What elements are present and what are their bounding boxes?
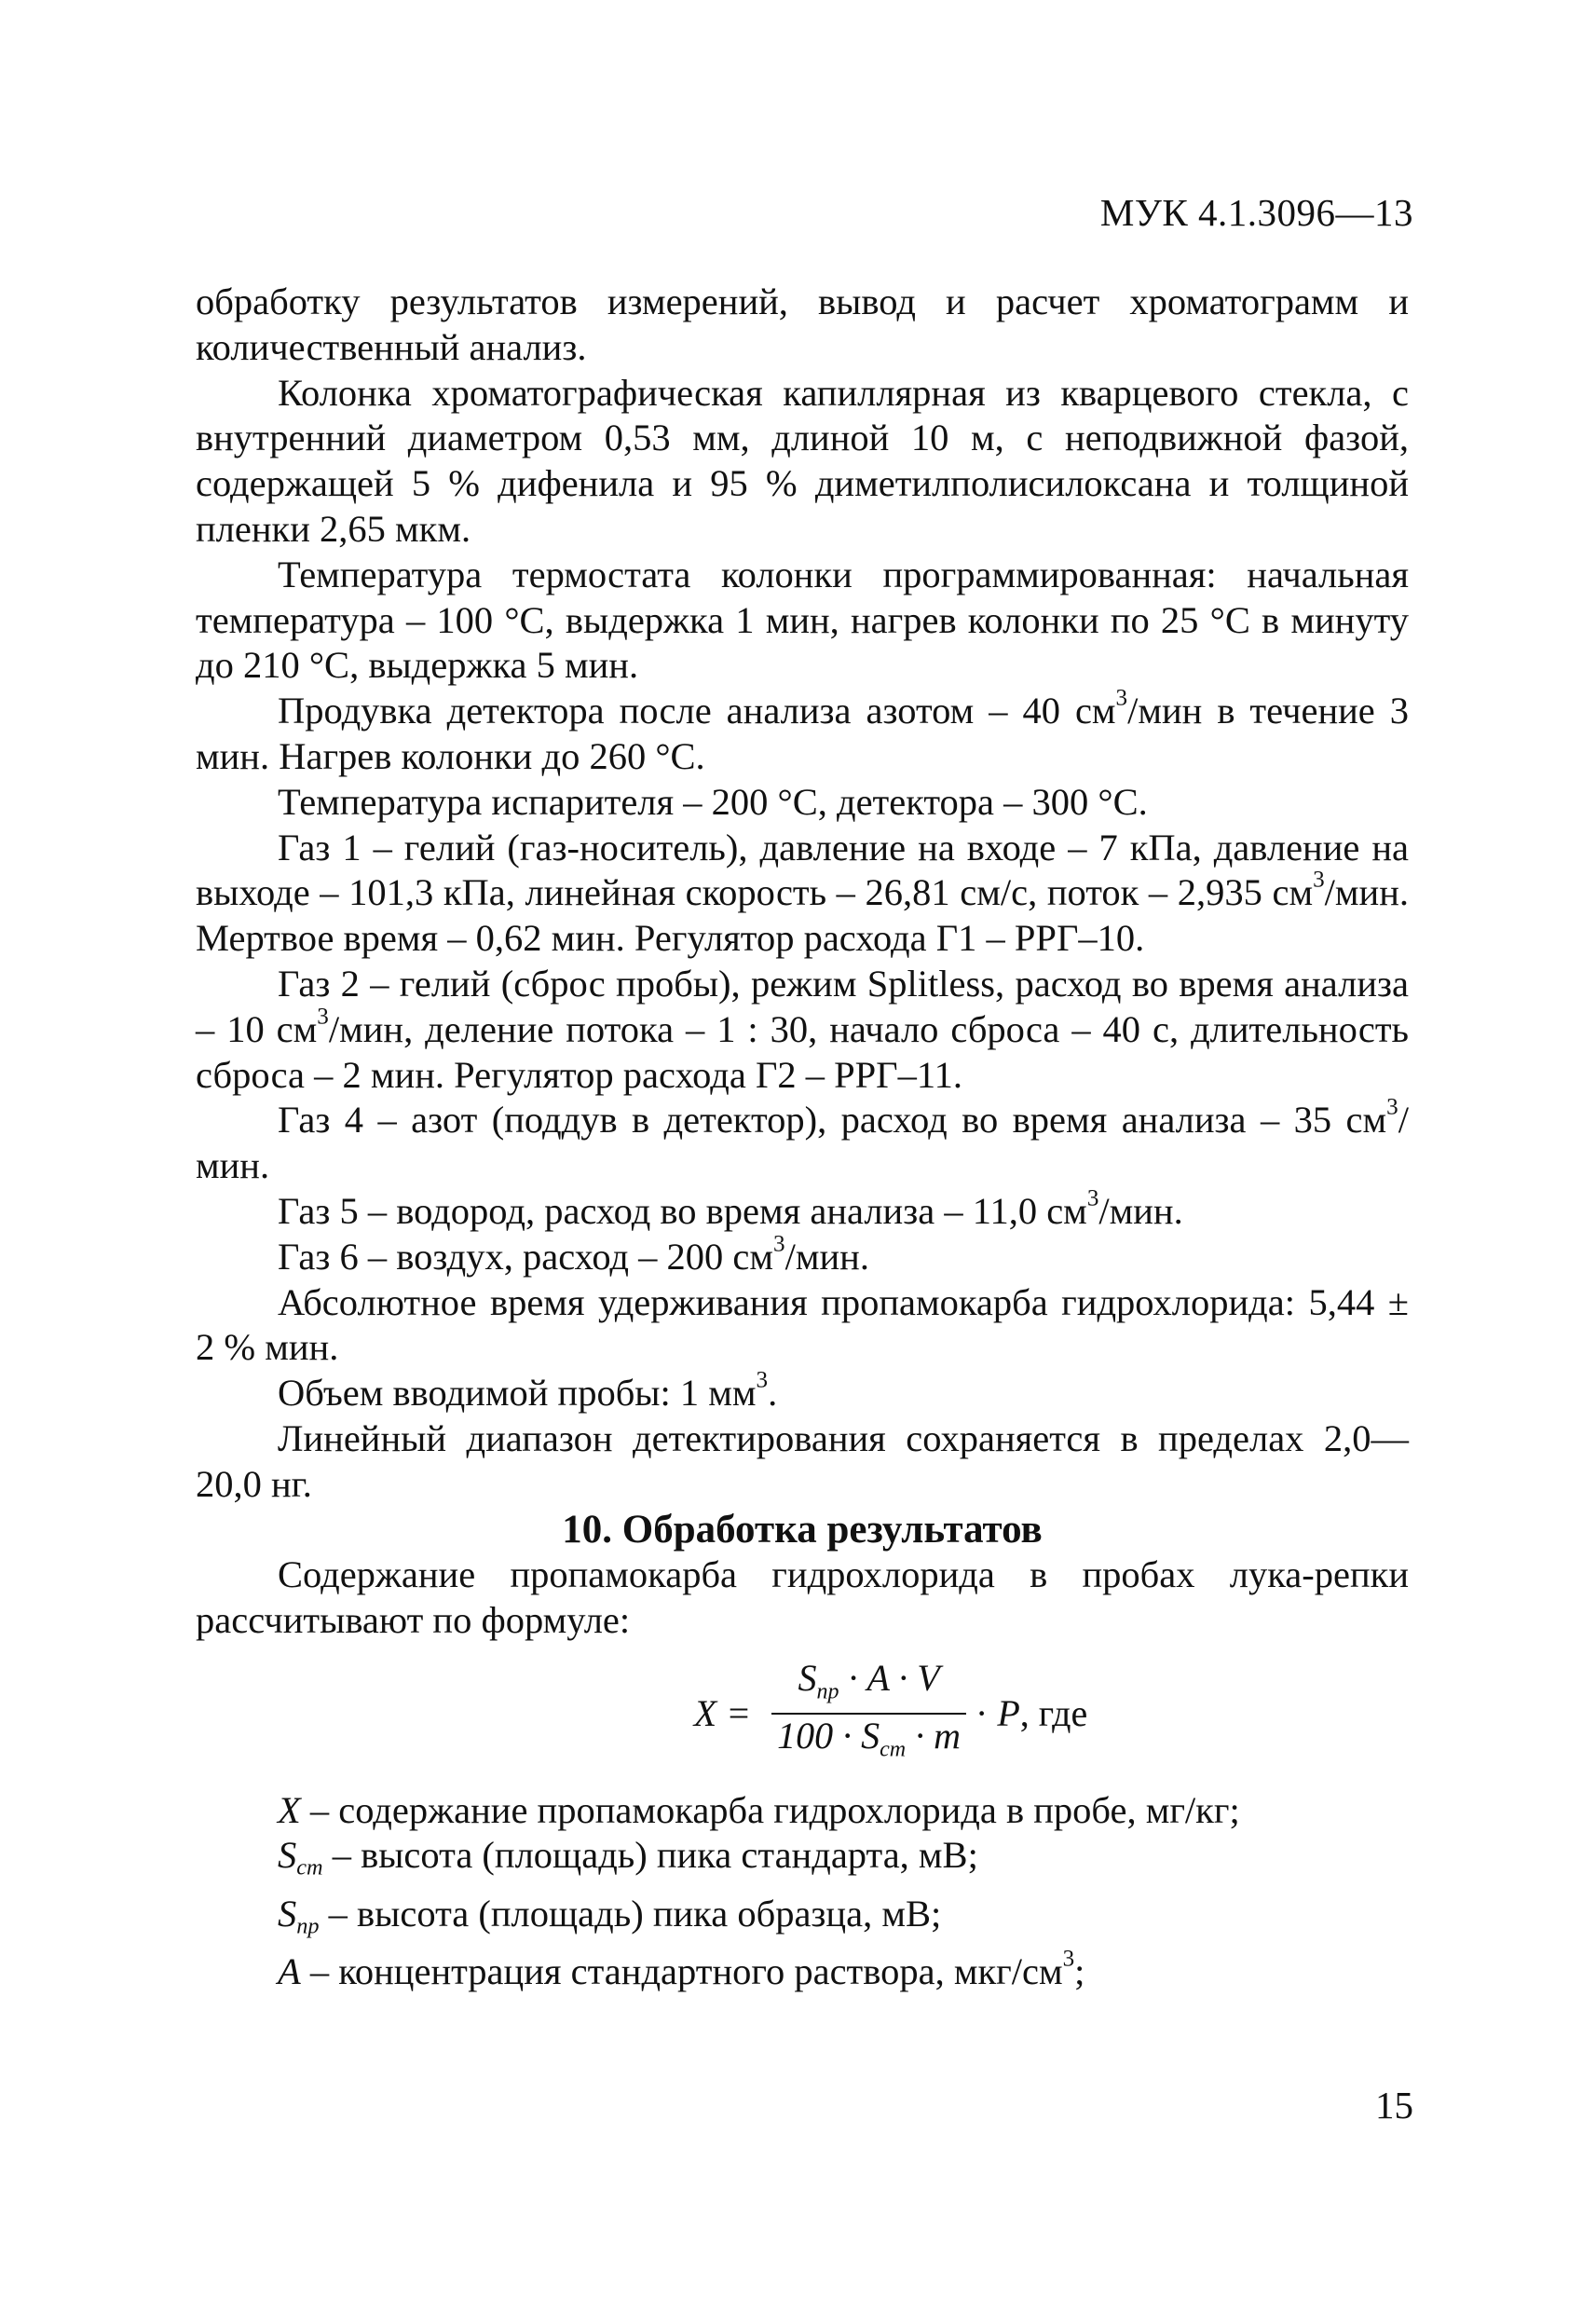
paragraph-gas-5 xyxy=(196,1185,1409,1235)
formula-subscript: пр xyxy=(816,1679,839,1704)
superscript: 3 xyxy=(1386,1094,1398,1120)
definition-line xyxy=(196,1892,1409,1949)
definition-text: – высота (площадь) пика образца, мВ; xyxy=(319,1892,942,1935)
section-heading: 10. Обработка результатов xyxy=(562,1507,1043,1552)
text-segment: Продувка детектора после анализа азотом – 40 см xyxy=(278,690,1116,732)
superscript: 3 xyxy=(1086,1185,1099,1211)
formula-symbol: · A · V xyxy=(839,1656,940,1699)
paragraph-gas-2 xyxy=(196,962,1409,1098)
body-text xyxy=(196,280,1409,1994)
formula-lhs: X = xyxy=(693,1691,752,1734)
text-segment: /мин. xyxy=(1098,1189,1183,1232)
section-intro: Содержание пропамокарба гидрохлорида в пробах лука-репки рассчитывают по формуле: xyxy=(196,1553,1409,1642)
text-segment: Газ 6 – воздух, расход – 200 см xyxy=(278,1235,774,1278)
superscript: 3 xyxy=(317,1004,329,1030)
page-number: 15 xyxy=(1375,2084,1413,2126)
superscript: 3 xyxy=(1313,867,1325,893)
definition-end: ; xyxy=(1074,1949,1085,1992)
formula-multiplier: · xyxy=(975,1691,998,1734)
paragraph-injection-volume xyxy=(196,1367,1409,1416)
text-segment: /мин. xyxy=(196,1099,1409,1187)
definition-line xyxy=(196,1833,1409,1891)
definition-text: – содержание пропамокарба гидрохлорида в пробе, мг/кг; xyxy=(300,1788,1240,1831)
paragraph-detector-purge xyxy=(196,685,1409,780)
definition-symbol: S xyxy=(278,1834,297,1877)
text-segment: /мин в течение 3 мин. Нагрев колонки до 260 °С. xyxy=(196,690,1409,777)
text-segment: Газ 1 – гелий (газ-носитель), давление на входе – 7 кПа, давление на выходе – 101,3 кПа, линейная скорость – 26,81 см/с, поток – 2,935 см xyxy=(196,826,1409,914)
definition-symbol: S xyxy=(278,1892,297,1935)
definition-text: – высота (площадь) пика стандарта, мВ; xyxy=(322,1834,978,1877)
formula-where: , где xyxy=(1019,1691,1088,1734)
text-segment: Газ 5 – водород, расход во время анализа – 11,0 см xyxy=(278,1189,1087,1232)
formula-tail xyxy=(975,1691,1087,1737)
formula-symbol: 100 · S xyxy=(777,1715,880,1757)
paragraph-retention-time: Абсолютное время удерживания пропамокарба гидрохлорида: 5,44 ± 2 % мин. xyxy=(196,1280,1409,1369)
definition-text: – концентрация стандартного раствора, мкг/см xyxy=(300,1949,1063,1992)
formula-fraction xyxy=(771,1657,966,1771)
definition-subscript: ст xyxy=(296,1854,323,1880)
paragraph-gas-1 xyxy=(196,826,1409,962)
paragraph-gas-6 xyxy=(196,1231,1409,1280)
definition-subscript: пр xyxy=(296,1912,320,1938)
superscript: 3 xyxy=(1062,1946,1075,1972)
formula xyxy=(196,1657,1409,1771)
paragraph-gas-4 xyxy=(196,1094,1409,1189)
formula-denominator xyxy=(771,1715,966,1771)
text-segment: /мин, деление потока – 1 : 30, начало сброса – 40 с, длительность сброса – 2 мин. Регулятор расхода Г2 – РРГ–11. xyxy=(196,1007,1409,1096)
text-segment: /мин. Мертвое время – 0,62 мин. Регулятор расхода Г1 – РРГ–10. xyxy=(196,871,1409,960)
paragraph-column: Колонка хроматографическая капиллярная из кварцевого стекла, с внутренний диаметром 0,53 мм, длиной 10 м, с неподвижной фазой, содержащей 5 % дифенила и 95 % диметилполисилоксана и толщиной пленки 2,65 мкм. xyxy=(196,371,1409,550)
paragraph-thermostat: Температура термостата колонки программированная: начальная температура – 100 °С, выдержка 1 мин, нагрев колонки по 25 °С в минуту до 210 °С, выдержка 5 мин. xyxy=(196,553,1409,687)
running-header: МУК 4.1.3096—13 xyxy=(1099,191,1413,234)
superscript: 3 xyxy=(773,1231,785,1257)
text-segment: . xyxy=(768,1372,778,1415)
superscript: 3 xyxy=(756,1367,769,1393)
formula-subscript: ст xyxy=(880,1737,907,1762)
definition-symbol: A xyxy=(278,1949,301,1992)
paragraph-evaporator: Температура испарителя – 200 °С, детектора – 300 °С. xyxy=(278,780,1148,823)
superscript: 3 xyxy=(1115,685,1128,711)
definition-line xyxy=(196,1788,1409,1834)
paragraph-continuation: обработку результатов измерений, вывод и расчет хроматограмм и количественный анализ. xyxy=(196,280,1409,368)
formula-symbol: · m xyxy=(906,1715,961,1757)
formula-symbol: S xyxy=(798,1656,817,1699)
definition-line xyxy=(196,1946,1409,1995)
text-segment: Газ 2 – гелий (сброс пробы), режим Splitless, расход во время анализа – 10 см xyxy=(196,962,1409,1050)
definition-symbol: X xyxy=(278,1788,301,1831)
formula-numerator xyxy=(792,1657,945,1713)
text-segment: Объем вводимой пробы: 1 мм xyxy=(278,1372,757,1415)
paragraph-linear-range: Линейный диапазон детектирования сохраняется в пределах 2,0—20,0 нг. xyxy=(196,1416,1409,1505)
text-segment: Газ 4 – азот (поддув в детектор), расход во время анализа – 35 см xyxy=(278,1099,1387,1142)
formula-symbol-p: P xyxy=(997,1691,1020,1734)
text-segment: /мин. xyxy=(784,1235,869,1278)
